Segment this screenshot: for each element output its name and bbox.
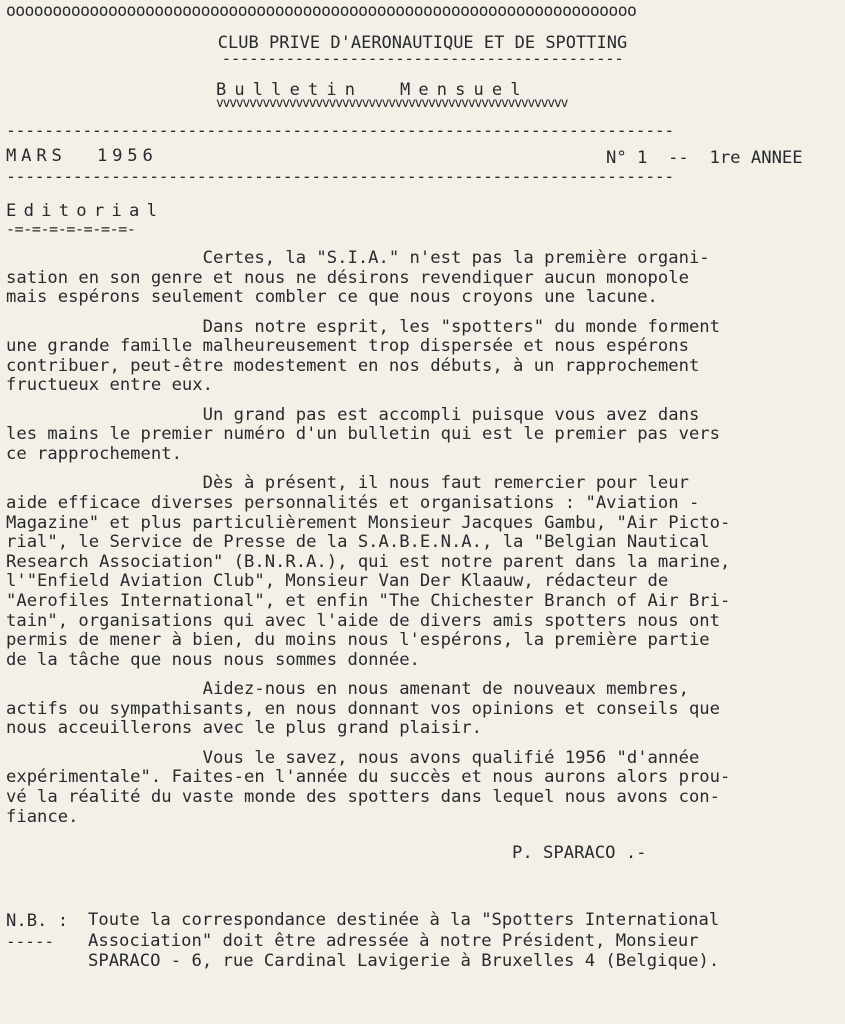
issue-date: MARS 1956 — [6, 146, 158, 166]
separator-top: ---------------------------------------------------------------------- — [6, 121, 674, 140]
editorial-line: ce rapprochement. — [6, 444, 182, 464]
editorial-heading-underline: -=-=-=-=-=-=-=- — [6, 220, 136, 238]
editorial-line: Un grand pas est accompli puisque vous avez dans — [6, 405, 700, 425]
editorial-line: rial", le Service de Presse de la S.A.B.E.N.A., la "Belgian Nautical — [6, 532, 710, 552]
editorial-line: Dans notre esprit, les "spotters" du monde forment — [6, 317, 720, 337]
separator-bottom: ---------------------------------------------------------------------- — [6, 167, 674, 186]
editorial-line: l'"Enfield Aviation Club", Monsieur Van Der Klaauw, rédacteur de — [6, 571, 669, 591]
club-underline: -------------------------------------------- — [221, 49, 624, 68]
editorial-line: aide efficace diverses personnalités et organisations : "Aviation - — [6, 493, 700, 513]
editorial-line: sation en son genre et nous ne désirons revendiquer aucun monopole — [6, 268, 689, 288]
top-border: oooooooooooooooooooooooooooooooooooooooooooooooooooooooooooooooooooo — [6, 1, 637, 20]
editorial-line: expérimentale". Faites-en l'année du succès et nous aurons alors prou- — [6, 767, 731, 787]
note-label: N.B. : — [6, 911, 69, 931]
editorial-line: Magazine" et plus particulièrement Monsieur Jacques Gambu, "Air Picto- — [6, 513, 731, 533]
editorial-line: Aidez-nous en nous amenant de nouveaux membres, — [6, 679, 689, 699]
note-line: Association" doit être adressée à notre Président, Monsieur — [88, 931, 699, 951]
editorial-line: Dès à présent, il nous faut remercier pour leur — [6, 473, 689, 493]
editorial-line: "Aerofiles International", et enfin "The Chichester Branch of Air Bri- — [6, 591, 731, 611]
editorial-line: vé la réalité du vaste monde des spotters dans lequel nous avons con- — [6, 787, 720, 807]
issue-number: N° 1 -- 1re ANNEE — [606, 148, 803, 168]
editorial-line: fiance. — [6, 807, 79, 827]
editorial-line: de la tâche que nous nous sommes donnée. — [6, 650, 420, 670]
editorial-line: contribuer, peut-être modestement en nos débuts, à un rapprochement — [6, 356, 700, 376]
editorial-line: Research Association" (B.N.R.A.), qui est notre parent dans la marine, — [6, 552, 731, 572]
editorial-line: mais espérons seulement combler ce que nous croyons une lacune. — [6, 287, 658, 307]
note-label-underline: ----- — [6, 932, 55, 951]
bulletin-title: Bulletin Mensuel — [216, 80, 529, 100]
editorial-line: permis de mener à bien, du moins nous l'espérons, la première partie — [6, 630, 710, 650]
bulletin-underline: vvvvvvvvvvvvvvvvvvvvvvvvvvvvvvvvvvvvvvvvvvvvvvvvvvvvv — [216, 96, 568, 111]
editorial-line: les mains le premier numéro d'un bulletin qui est le premier pas vers — [6, 424, 720, 444]
note-line: SPARACO - 6, rue Cardinal Lavigerie à Bruxelles 4 (Belgique). — [88, 951, 720, 971]
editorial-line: Certes, la "S.I.A." n'est pas la première organi- — [6, 248, 710, 268]
editorial-line: nous acceuillerons avec le plus grand plaisir. — [6, 718, 482, 738]
editorial-line: actifs ou sympathisants, en nous donnant vos opinions et conseils que — [6, 699, 720, 719]
editorial-line: fructueux entre eux. — [6, 375, 213, 395]
note-line: Toute la correspondance destinée à la "Spotters International — [88, 910, 720, 930]
editorial-heading: Editorial — [6, 201, 165, 221]
signature: P. SPARACO .- — [512, 843, 647, 863]
editorial-line: tain", organisations qui avec l'aide de divers amis spotters nous ont — [6, 611, 720, 631]
club-name: CLUB PRIVE D'AERONAUTIQUE ET DE SPOTTING — [217, 33, 628, 53]
editorial-line: Vous le savez, nous avons qualifié 1956 "d'année — [6, 748, 700, 768]
editorial-line: une grande famille malheureusement trop dispersée et nous espérons — [6, 336, 689, 356]
